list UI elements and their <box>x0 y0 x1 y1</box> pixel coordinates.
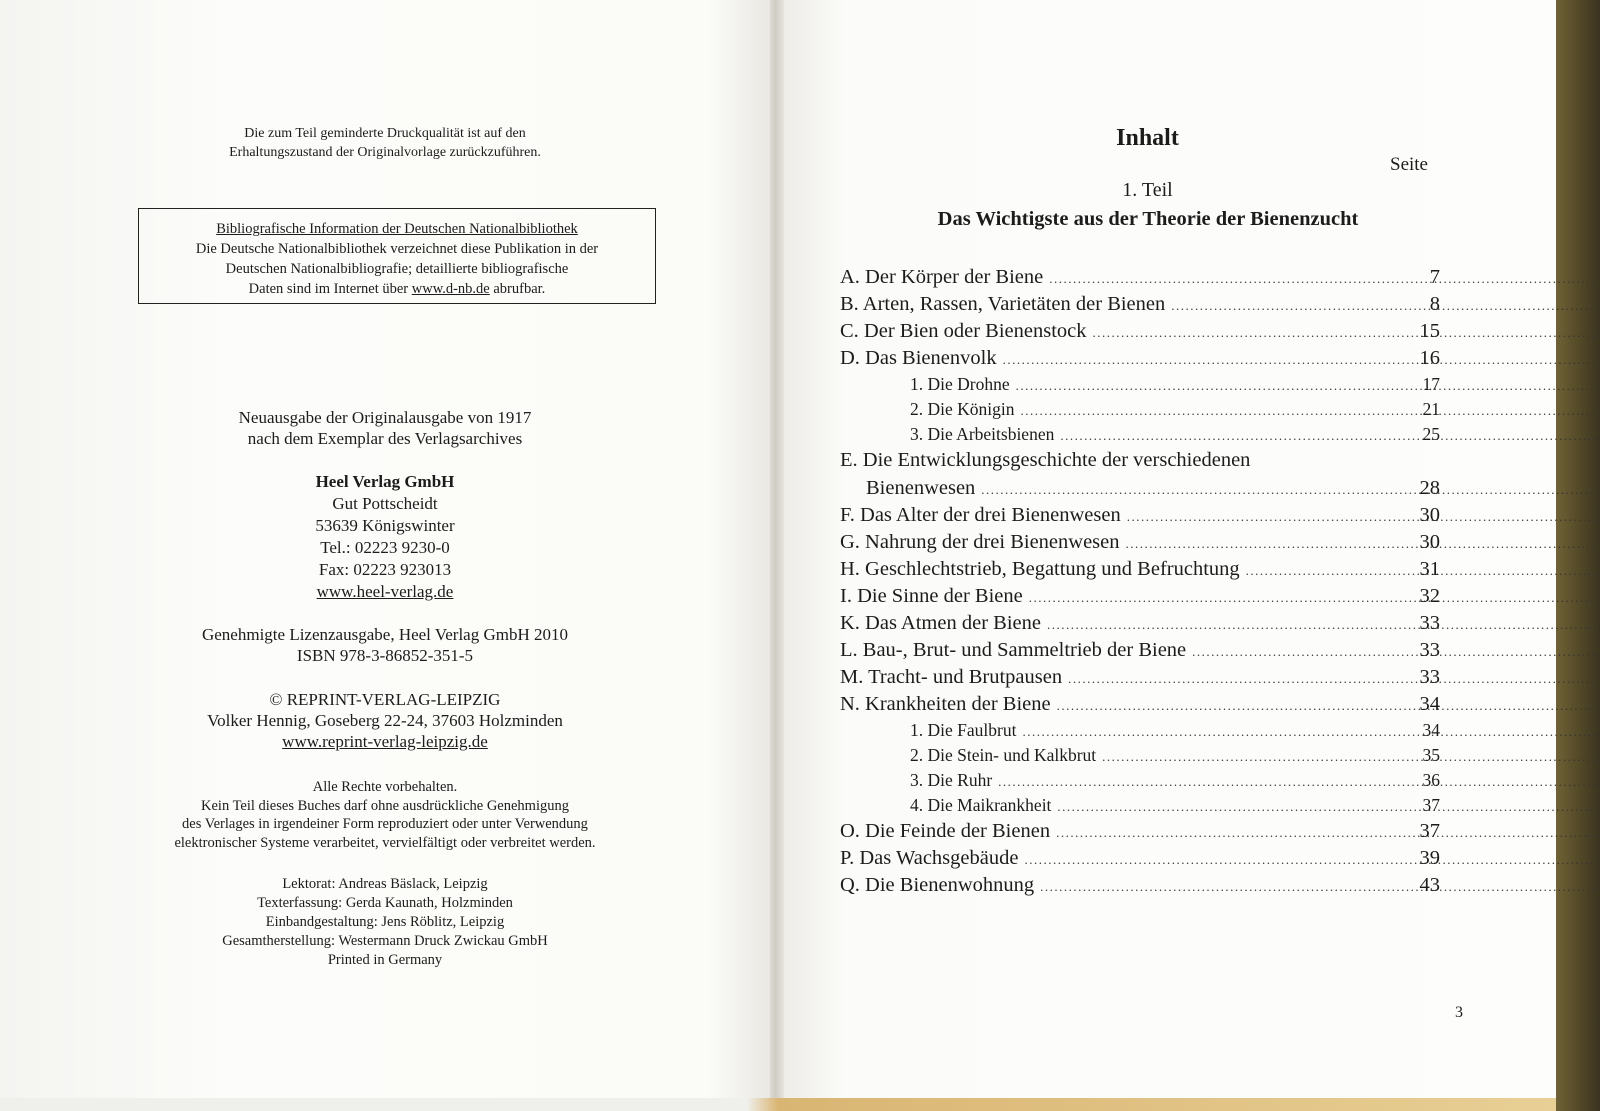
notice-line: Erhaltungszustand der Originalvorlage zurückzuführen. <box>229 145 541 160</box>
part-title: Das Wichtigste aus der Theorie der Bienenzucht <box>937 208 1359 230</box>
toc-title: Inhalt <box>1116 125 1179 151</box>
edition-line: Neuausgabe der Originalausgabe von 1917 <box>238 408 532 427</box>
toc-subentry[interactable]: 3. Die Arbeitsbienen ..... 25 <box>840 424 1440 449</box>
publisher-fax: Fax: 02223 923013 <box>318 560 452 579</box>
part-number: 1. Teil <box>1122 179 1173 201</box>
toc-subentry[interactable]: 3. Die Ruhr ..... 36 <box>840 770 1440 795</box>
biblio-text: abrufbar. <box>493 281 546 297</box>
biblio-heading: Bibliografische Information der Deutschen Nationalbibliothek <box>216 221 578 237</box>
page-column-header: Seite <box>1390 154 1428 175</box>
rights-line: Kein Teil dieses Buches darf ohne ausdrückliche Genehmigung <box>201 797 569 814</box>
publisher-tel: Tel.: 02223 9230-0 <box>320 538 450 557</box>
toc-entry[interactable]: O. Die Feinde der Bienen ..... 37 <box>840 820 1440 847</box>
toc-entry[interactable]: Q. Die Bienenwohnung ..... 43 <box>840 874 1440 901</box>
toc-entry[interactable]: G. Nahrung der drei Bienenwesen ..... 30 <box>840 531 1440 558</box>
rights-line: elektronischer Systeme verarbeitet, vervielfältigt oder verbreitet werden. <box>174 834 596 851</box>
publisher-website-link[interactable]: www.heel-verlag.de <box>316 582 454 601</box>
publisher-city: 53639 Königswinter <box>315 516 455 535</box>
toc-entry[interactable]: B. Arten, Rassen, Varietäten der Bienen ..... 8 <box>840 293 1440 320</box>
toc-subentry[interactable]: 2. Die Stein- und Kalkbrut ..... 35 <box>840 745 1440 770</box>
license-line: Genehmigte Lizenzausgabe, Heel Verlag GmbH 2010 <box>201 625 568 644</box>
toc-entry[interactable]: L. Bau-, Brut- und Sammeltrieb der Biene ..... 33 <box>840 639 1440 666</box>
toc-entry[interactable]: D. Das Bienenvolk ..... 16 <box>840 347 1440 374</box>
reprint-name: © REPRINT-VERLAG-LEIPZIG <box>269 690 501 709</box>
toc-subentry[interactable]: 4. Die Maikrankheit ..... 37 <box>840 795 1440 820</box>
book-gutter <box>770 0 784 1111</box>
credit-line: Einbandgestaltung: Jens Röblitz, Leipzig <box>265 914 505 930</box>
toc-entry[interactable]: A. Der Körper der Biene ..... 7 <box>840 266 1440 293</box>
notice-line: Die zum Teil geminderte Druckqualität ist auf den <box>244 126 526 141</box>
dnb-link[interactable]: www.d-nb.de <box>411 281 490 297</box>
credits <box>0 875 770 970</box>
book-cover-edge <box>1556 0 1600 1111</box>
credit-line: Lektorat: Andreas Bäslack, Leipzig <box>282 876 488 892</box>
print-quality-notice <box>0 124 770 162</box>
publisher-info <box>0 471 770 603</box>
publisher-name: Heel Verlag GmbH <box>315 472 455 491</box>
license-info <box>0 624 770 666</box>
rights-line: Alle Rechte vorbehalten. <box>312 779 458 795</box>
toc-entry[interactable]: C. Der Bien oder Bienenstock ..... 15 <box>840 320 1440 347</box>
toc-entry[interactable]: P. Das Wachsgebäude ..... 39 <box>840 847 1440 874</box>
credit-line: Texterfassung: Gerda Kaunath, Holzminden <box>257 895 513 911</box>
toc-entry[interactable]: I. Die Sinne der Biene ..... 32 <box>840 585 1440 612</box>
bibliographic-info-box <box>138 208 656 304</box>
biblio-line: Deutschen Nationalbibliografie; detaillierte bibliografische <box>225 261 569 277</box>
toc-entry[interactable]: M. Tracht- und Brutpausen ..... 33 <box>840 666 1440 693</box>
publisher-street: Gut Pottscheidt <box>332 494 438 513</box>
biblio-text: Daten sind im Internet über <box>248 281 409 297</box>
toc-entry[interactable]: K. Das Atmen der Biene ..... 33 <box>840 612 1440 639</box>
rights-notice <box>0 778 770 852</box>
credit-line: Printed in Germany <box>327 952 443 968</box>
toc-list <box>840 266 1440 901</box>
toc-subentry[interactable]: 1. Die Drohne ..... 17 <box>840 374 1440 399</box>
edition-info <box>0 407 770 449</box>
isbn: ISBN 978-3-86852-351-5 <box>296 646 474 665</box>
toc-subentry[interactable]: 1. Die Faulbrut ..... 34 <box>840 720 1440 745</box>
biblio-line <box>139 279 655 299</box>
biblio-line: Die Deutsche Nationalbibliothek verzeichnet diese Publikation in der <box>195 241 599 257</box>
toc-entry[interactable]: H. Geschlechtstrieb, Begattung und Befruchtung ..... 31 <box>840 558 1440 585</box>
reprint-info <box>0 689 770 752</box>
reprint-address: Volker Hennig, Goseberg 22-24, 37603 Holzminden <box>207 711 563 730</box>
edition-line: nach dem Exemplar des Verlagsarchives <box>247 429 523 448</box>
rights-line: des Verlages in irgendeiner Form reproduziert oder unter Verwendung <box>182 816 588 832</box>
toc-entry-continuation[interactable]: Bienenwesen ..... 28 <box>840 477 1440 504</box>
book-bottom-edge <box>0 1098 1556 1111</box>
toc-subentry[interactable]: 2. Die Königin ..... 21 <box>840 399 1440 424</box>
page-number: 3 <box>1455 1004 1463 1021</box>
toc-entry[interactable]: F. Das Alter der drei Bienenwesen ..... 30 <box>840 504 1440 531</box>
reprint-website-link[interactable]: www.reprint-verlag-leipzig.de <box>282 732 488 751</box>
credit-line: Gesamtherstellung: Westermann Druck Zwickau GmbH <box>222 933 548 949</box>
toc-entry[interactable]: N. Krankheiten der Biene ..... 34 <box>840 693 1440 720</box>
toc-entry[interactable]: E. Die Entwicklungsgeschichte der verschiedenen <box>840 449 1251 471</box>
